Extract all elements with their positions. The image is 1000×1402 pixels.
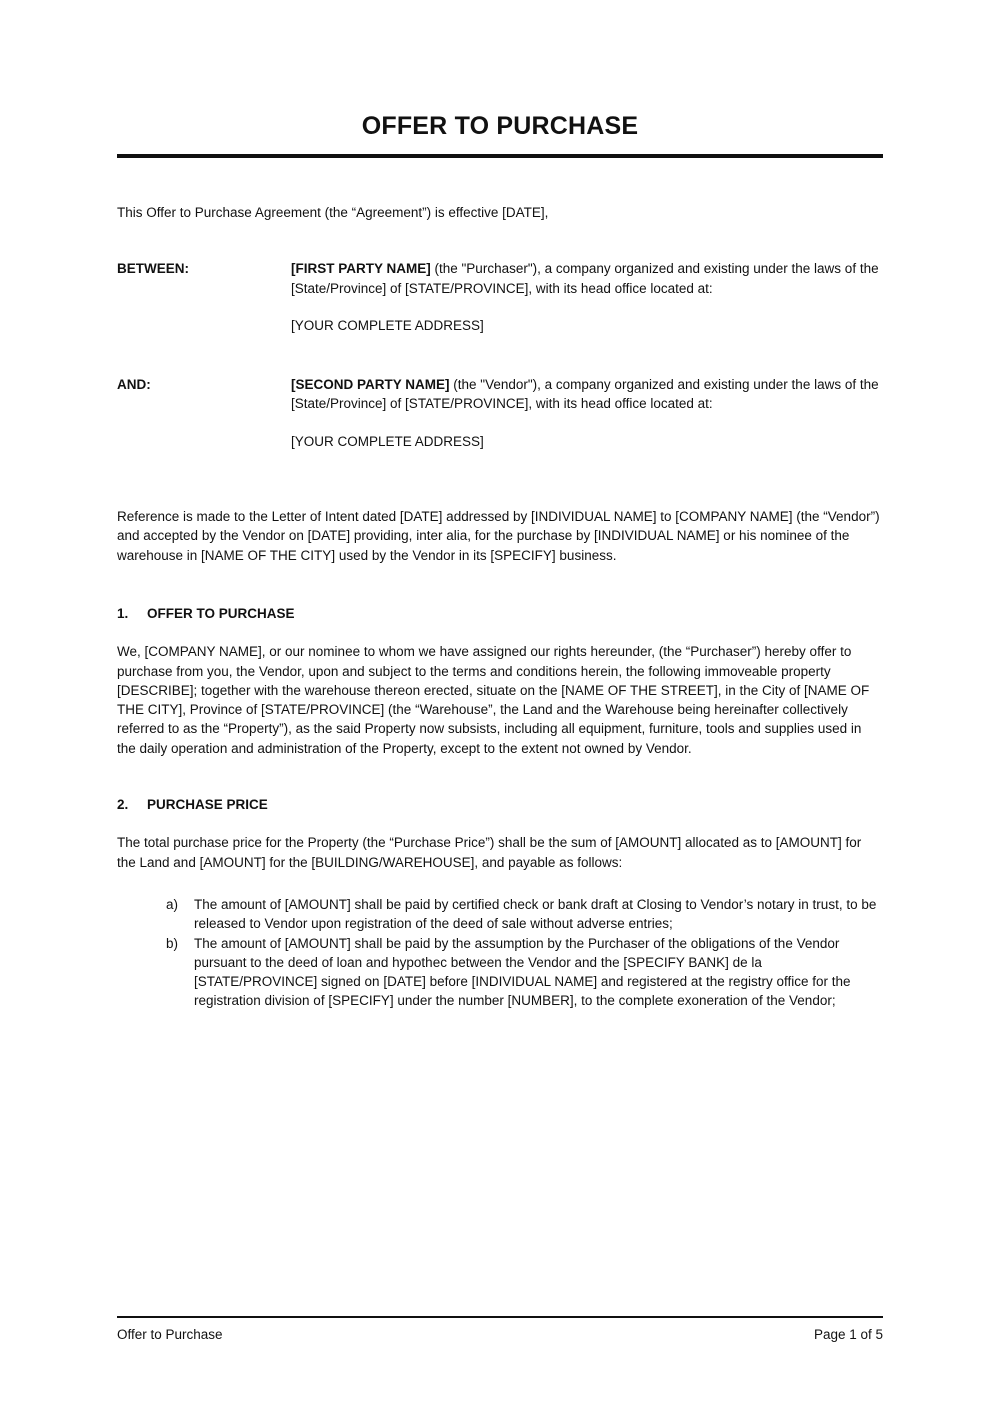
section-1-body: We, [COMPANY NAME], or our nominee to whom we have assigned our rights hereunder, (the “Purchaser”) hereby offer to purchase from you, the Vendor, upon and subject to the terms and conditions herein, the following immoveable property [DESCRIBE]; together with the warehouse thereon erected, situate on the [NAME OF THE STREET], in the City of [NAME OF THE CITY], Province of [STATE/PROVINCE] (the “Warehouse”, the Land and the Warehouse being hereinafter collectively referred to as the “Property”), as the said Property now subsists, including all equipment, furniture, tools and supplies used in the daily operation and administration of the Property, except to the extent not owned by Vendor. [117,644,870,756]
section-1-number: 1. [117,605,129,621]
section-2-heading [117,795,883,814]
list-item-b-text: The amount of [AMOUNT] shall be paid by the assumption by the Purchaser of the obligations of the Vendor pursuant to the deed of loan and hypothec between the Vendor and the [SPECIFY BANK] de la [STATE/PROVINCE] signed on [DATE] before [INDIVIDUAL NAME] and registered at the registry office for the registration division of [SPECIFY] under the number [NUMBER], to the complete exoneration of the Vendor; [194,935,851,1009]
party-and-description [291,375,883,414]
party-between-rest: (the "Purchaser"), a company organized and existing under the laws of the [State/Province] of [STATE/PROVINCE], with its head office located at: [291,261,879,296]
payment-terms-list [117,895,883,1011]
party-between-label: BETWEEN: [117,261,189,277]
section-1-title: OFFER TO PURCHASE [147,605,295,621]
intro-paragraph: This Offer to Purchase Agreement (the “Agreement”) is effective [DATE], [117,205,549,220]
list-item-b-marker: b) [166,935,179,951]
list-item-b [166,934,883,1011]
section-2-body: The total purchase price for the Property (the “Purchase Price”) shall be the sum of [AMOUNT] allocated as to [AMOUNT] for the Land and [AMOUNT] for the [BUILDING/WAREHOUSE], and payable as follows: [117,835,862,870]
footer-page-number: Page 1 of 5 [813,1327,883,1342]
party-and-address: [YOUR COMPLETE ADDRESS] [291,433,484,449]
page-title: OFFER TO PURCHASE [361,112,639,140]
footer-document-name: Offer to Purchase [117,1327,223,1342]
section-2-number: 2. [117,797,129,813]
section-2-title: PURCHASE PRICE [147,797,268,813]
list-item-a-marker: a) [166,896,179,912]
party-between-description [291,259,883,298]
reference-paragraph: Reference is made to the Letter of Intent dated [DATE] addressed by [INDIVIDUAL NAME] to [COMPANY NAME] (the “Vendor”) and accepted by the Vendor on [DATE] providing, inter alia, for the purchase by [INDIVIDUAL NAME] or his nominee of the warehouse in [NAME OF THE CITY] used by the Vendor in its [SPECIFY] business. [117,509,880,563]
first-party-name: [FIRST PARTY NAME] [291,261,431,277]
party-between-content [291,259,883,335]
party-between [117,259,883,335]
party-and-content [291,375,883,451]
party-between-address: [YOUR COMPLETE ADDRESS] [291,317,484,333]
list-item-a [166,895,883,934]
party-and-label: AND: [117,377,151,393]
party-and [117,375,883,451]
section-1-heading [117,604,883,623]
page-footer [117,1316,883,1344]
party-and-rest: (the "Vendor"), a company organized and existing under the laws of the [State/Province] of [STATE/PROVINCE], with its head office located at: [291,377,879,412]
second-party-name: [SECOND PARTY NAME] [291,377,450,393]
list-item-a-text: The amount of [AMOUNT] shall be paid by certified check or bank draft at Closing to Vendor’s notary in trust, to be released to Vendor upon registration of the deed of sale without adverse entries; [194,896,877,932]
title-rule [117,154,883,158]
document-page [0,112,1000,1011]
